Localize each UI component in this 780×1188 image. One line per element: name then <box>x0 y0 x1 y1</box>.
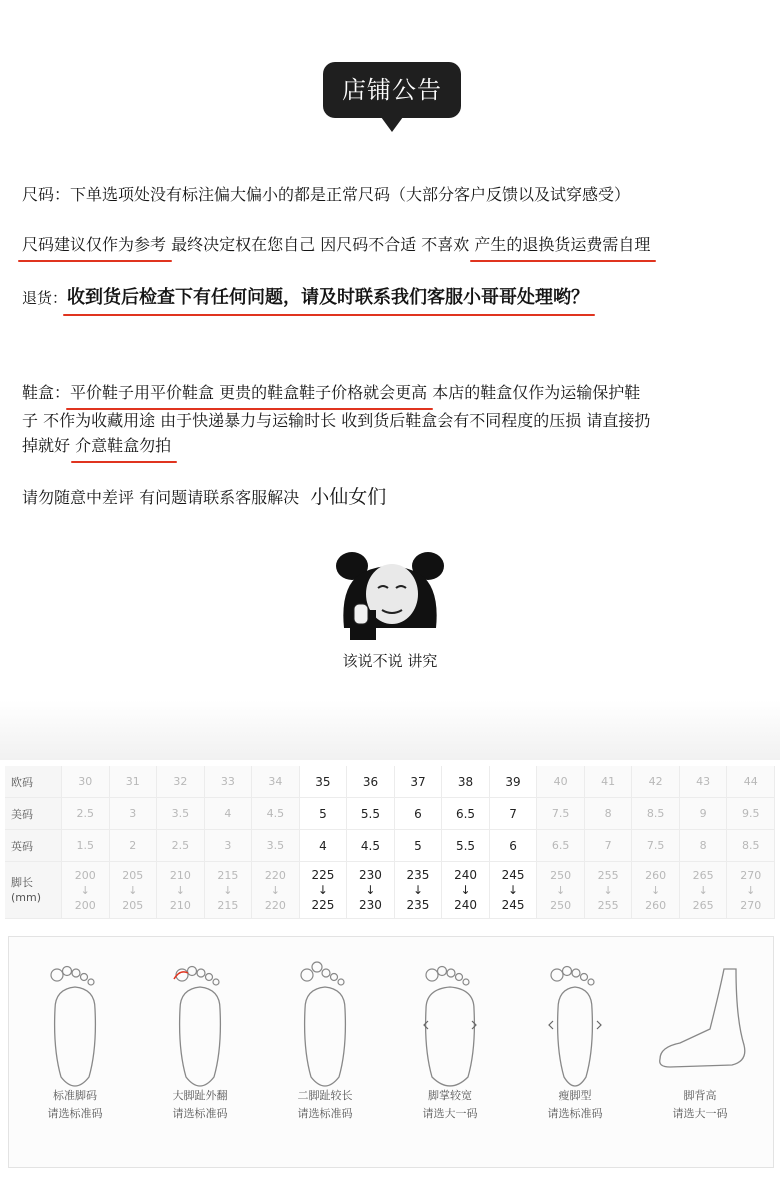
size-advice-underlined: 尺码建议仅作为参考 <box>22 232 166 255</box>
foot-type-name: 瘦脚型 <box>558 1089 592 1102</box>
size-cell: 38 <box>442 766 490 798</box>
size-cell: 210 ↓ 210 <box>157 862 205 919</box>
review-sign: 小仙女们 <box>310 486 387 508</box>
review-note <box>22 482 386 509</box>
size-advice-underlined-2: 产生的退换货运费需自理 <box>474 232 650 255</box>
size-cell: 30 <box>62 766 110 798</box>
review-text: 请勿随意中差评 有问题请联系客服解决 <box>22 488 300 507</box>
size-cell: 200 ↓ 200 <box>62 862 110 919</box>
size-cell: 8 <box>679 830 727 862</box>
foot-types-panel <box>8 936 774 1168</box>
size-row-label: 英码 <box>5 830 62 862</box>
size-cell: 240 ↓ 240 <box>442 862 490 919</box>
size-row-us <box>5 798 775 830</box>
size-cell: 3 <box>204 830 252 862</box>
size-cell: 270 ↓ 270 <box>727 862 775 919</box>
size-cell: 4 <box>204 798 252 830</box>
foot-type-name: 二脚趾较长 <box>297 1089 353 1102</box>
box-underlined-2: 更贵的鞋盒鞋子价格就会更高 <box>219 380 427 403</box>
size-cell: 3.5 <box>157 798 205 830</box>
size-cell: 245 ↓ 245 <box>489 862 537 919</box>
size-cell: 7.5 <box>632 830 680 862</box>
size-cell: 225 ↓ 225 <box>299 862 347 919</box>
size-cell: 31 <box>109 766 157 798</box>
size-cell: 7 <box>489 798 537 830</box>
returns-text: 收到货后检查下有任何问题，请及时联系我们客服小哥哥处理哟？ <box>67 283 589 309</box>
size-cell: 3 <box>109 798 157 830</box>
foot-caption <box>265 1087 385 1123</box>
size-cell: 2 <box>109 830 157 862</box>
box-underlined-3: 介意鞋盒勿拍 <box>75 433 171 456</box>
foot-type-name: 标准脚码 <box>53 1089 97 1102</box>
size-cell: 205 ↓ 205 <box>109 862 157 919</box>
foot-illustration <box>140 949 260 1109</box>
size-cell: 8.5 <box>727 830 775 862</box>
size-cell: 8 <box>584 798 632 830</box>
size-cell: 265 ↓ 265 <box>679 862 727 919</box>
box-underlined-1: 平价鞋子用平价鞋盒 <box>70 380 214 403</box>
size-cell: 4.5 <box>347 830 395 862</box>
size-cell: 6.5 <box>537 830 585 862</box>
foot-type-name: 脚背高 <box>683 1089 717 1102</box>
meme-caption: 该说不说 讲究 <box>342 652 438 670</box>
size-row-label: 美码 <box>5 798 62 830</box>
size-cell: 8.5 <box>632 798 680 830</box>
size-row-uk <box>5 830 775 862</box>
foot-illustration <box>390 949 510 1109</box>
size-cell: 255 ↓ 255 <box>584 862 632 919</box>
size-cell: 40 <box>537 766 585 798</box>
panda-meme-image <box>330 548 450 644</box>
size-cell: 5 <box>394 830 442 862</box>
size-cell: 32 <box>157 766 205 798</box>
size-cell: 39 <box>489 766 537 798</box>
foot-illustration <box>15 949 135 1109</box>
size-cell: 34 <box>252 766 300 798</box>
size-cell: 41 <box>584 766 632 798</box>
size-row-eu <box>5 766 775 798</box>
size-cell: 6 <box>489 830 537 862</box>
returns-label: 退货： <box>22 289 68 307</box>
size-cell: 235 ↓ 235 <box>394 862 442 919</box>
size-cell: 260 ↓ 260 <box>632 862 680 919</box>
size-cell: 6 <box>394 798 442 830</box>
foot-caption <box>515 1087 635 1123</box>
notice-title: 店铺公告 <box>342 76 442 104</box>
foot-type-advice: 请选标准码 <box>172 1107 228 1120</box>
foot-type-advice: 请选标准码 <box>297 1107 353 1120</box>
foot-type-name: 脚掌较宽 <box>428 1089 472 1102</box>
size-cell: 4.5 <box>252 798 300 830</box>
size-cell: 44 <box>727 766 775 798</box>
size-note-lead: 尺码：下单选项处没有标注偏大偏小的都是正常尺码（大部分客户反馈以及试穿感受） <box>22 185 631 204</box>
foot-illustration <box>265 949 385 1109</box>
box-note-line1 <box>22 380 640 403</box>
foot-type-advice: 请选大一码 <box>672 1107 728 1120</box>
notice-tag <box>323 62 461 118</box>
foot-illustration <box>515 949 635 1109</box>
size-cell: 2.5 <box>62 798 110 830</box>
size-cell: 3.5 <box>252 830 300 862</box>
size-chart-table <box>5 766 775 919</box>
size-cell: 9.5 <box>727 798 775 830</box>
size-cell: 7 <box>584 830 632 862</box>
size-cell: 5.5 <box>347 798 395 830</box>
foot-caption <box>640 1087 760 1123</box>
box-line3-pre: 掉就好 <box>22 436 76 455</box>
size-cell: 220 ↓ 220 <box>252 862 300 919</box>
size-cell: 5 <box>299 798 347 830</box>
foot-caption <box>140 1087 260 1123</box>
size-cell: 250 ↓ 250 <box>537 862 585 919</box>
size-cell: 1.5 <box>62 830 110 862</box>
size-cell: 5.5 <box>442 830 490 862</box>
size-cell: 9 <box>679 798 727 830</box>
size-row-label: 脚长 (mm) <box>5 862 62 919</box>
size-cell: 4 <box>299 830 347 862</box>
size-note-advice <box>22 232 650 255</box>
divider-band <box>0 700 780 760</box>
box-note-line3 <box>22 433 171 456</box>
foot-type-advice: 请选大一码 <box>422 1107 478 1120</box>
foot-type-advice: 请选标准码 <box>547 1107 603 1120</box>
size-row-foot_len <box>5 862 775 919</box>
foot-type-advice: 请选标准码 <box>47 1107 103 1120</box>
box-note-line2: 子 不作为收藏用途 由于快递暴力与运输时长 收到货后鞋盒会有不同程度的压损 请直接扔 <box>22 411 651 430</box>
foot-type-name: 大脚趾外翻 <box>172 1089 228 1102</box>
size-cell: 215 ↓ 215 <box>204 862 252 919</box>
returns-note <box>22 283 589 309</box>
foot-caption <box>390 1087 510 1123</box>
size-cell: 6.5 <box>442 798 490 830</box>
size-row-label: 欧码 <box>5 766 62 798</box>
foot-caption <box>15 1087 135 1123</box>
size-cell: 7.5 <box>537 798 585 830</box>
size-cell: 42 <box>632 766 680 798</box>
size-advice-mid: 最终决定权在您自己 因尺码不合适 不喜欢 <box>166 235 475 254</box>
size-cell: 36 <box>347 766 395 798</box>
foot-illustration <box>640 949 760 1109</box>
size-cell: 2.5 <box>157 830 205 862</box>
size-cell: 37 <box>394 766 442 798</box>
size-cell: 35 <box>299 766 347 798</box>
box-rest: 本店的鞋盒仅作为运输保护鞋 <box>427 383 641 402</box>
size-cell: 230 ↓ 230 <box>347 862 395 919</box>
box-label: 鞋盒： <box>22 383 71 402</box>
size-cell: 43 <box>679 766 727 798</box>
size-cell: 33 <box>204 766 252 798</box>
